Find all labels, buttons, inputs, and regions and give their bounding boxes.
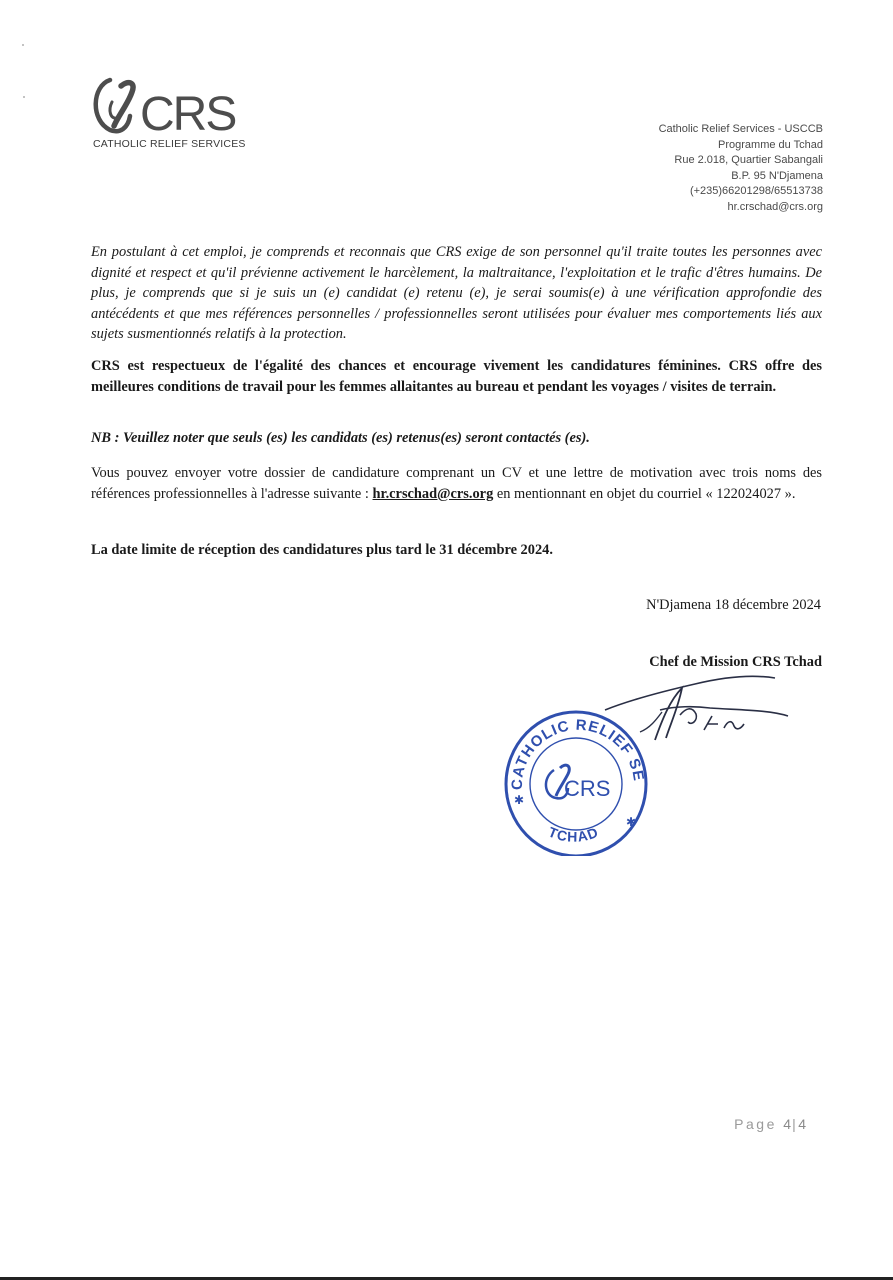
handwritten-signature bbox=[600, 670, 800, 760]
address-line: Rue 2.018, Quartier Sabangali bbox=[674, 154, 823, 167]
star-icon: ✱ bbox=[514, 793, 525, 807]
stamp-bottom-text: TCHAD bbox=[546, 823, 601, 845]
address-line: Programme du Tchad bbox=[718, 138, 823, 151]
application-outro: en mentionnant en objet du courriel « 122024027 ». bbox=[493, 485, 796, 502]
address-line: Catholic Relief Services - USCCB bbox=[658, 123, 823, 135]
stamp-center-text: CRS bbox=[564, 776, 611, 801]
crs-logo-mark bbox=[88, 72, 248, 142]
application-paragraph bbox=[91, 463, 822, 504]
svg-text:TCHAD bbox=[546, 824, 601, 845]
crs-logo bbox=[88, 72, 248, 156]
address-line: B.P. 95 N'Djamena bbox=[731, 169, 823, 182]
page-current: 4 bbox=[783, 1116, 793, 1132]
logo-wordmark: CRS bbox=[140, 88, 236, 141]
place-and-date: N'Djamena 18 décembre 2024 bbox=[646, 597, 821, 613]
scan-speck bbox=[22, 44, 24, 46]
stamp-top-text: CATHOLIC RELIEF SE bbox=[508, 716, 648, 791]
office-address bbox=[659, 122, 823, 216]
scan-speck bbox=[23, 96, 25, 98]
safeguarding-paragraph: En postulant à cet emploi, je comprends et reconnais que CRS exige de son personnel qu'il traite toutes les personnes avec dignité et respect et qu'il prévienne activement le harcèlement, la maltraitance, l'exploitation et le trafic d'êtres humains. De plus, je comprends que si je suis un (e) candidat (e) retenu (e), je serai soumis(e) à une vérification approfondie des antécédents et que mes références personnelles / professionnelles seront utilisées pour évaluer mes comportements liés aux sujets susmentionnés relatifs à la protection. bbox=[91, 244, 822, 342]
page-separator: | bbox=[792, 1116, 799, 1132]
contact-note: NB : Veuillez noter que seuls (es) les candidats (es) retenus(es) seront contactés (es). bbox=[91, 430, 590, 446]
page-label: Page bbox=[734, 1116, 777, 1132]
page-number bbox=[734, 1116, 807, 1132]
address-line: (+235)66201298/65513738 bbox=[689, 185, 823, 198]
star-icon: ✱ bbox=[626, 815, 637, 829]
application-email-link[interactable]: hr.crschad@crs.org bbox=[372, 485, 494, 502]
logo-subtitle: CATHOLIC RELIEF SERVICES bbox=[93, 138, 246, 150]
deadline-paragraph: La date limite de réception des candidatures plus tard le 31 décembre 2024. bbox=[91, 542, 553, 558]
application-intro: Vous pouvez envoyer votre dossier de candidature comprenant un CV et une lettre de motivation avec trois noms des références professionnelles à l'adresse suivante : bbox=[91, 465, 822, 502]
equal-opportunity-paragraph: CRS est respectueux de l'égalité des chances et encourage vivement les candidatures féminines. CRS offre des meilleures conditions de travail pour les femmes allaitantes au bureau et pendant les voyages / visites de terrain. bbox=[91, 358, 822, 395]
address-email: hr.crschad@crs.org bbox=[727, 200, 823, 213]
page-total: 4 bbox=[798, 1116, 807, 1132]
signatory-title: Chef de Mission CRS Tchad bbox=[649, 654, 822, 670]
